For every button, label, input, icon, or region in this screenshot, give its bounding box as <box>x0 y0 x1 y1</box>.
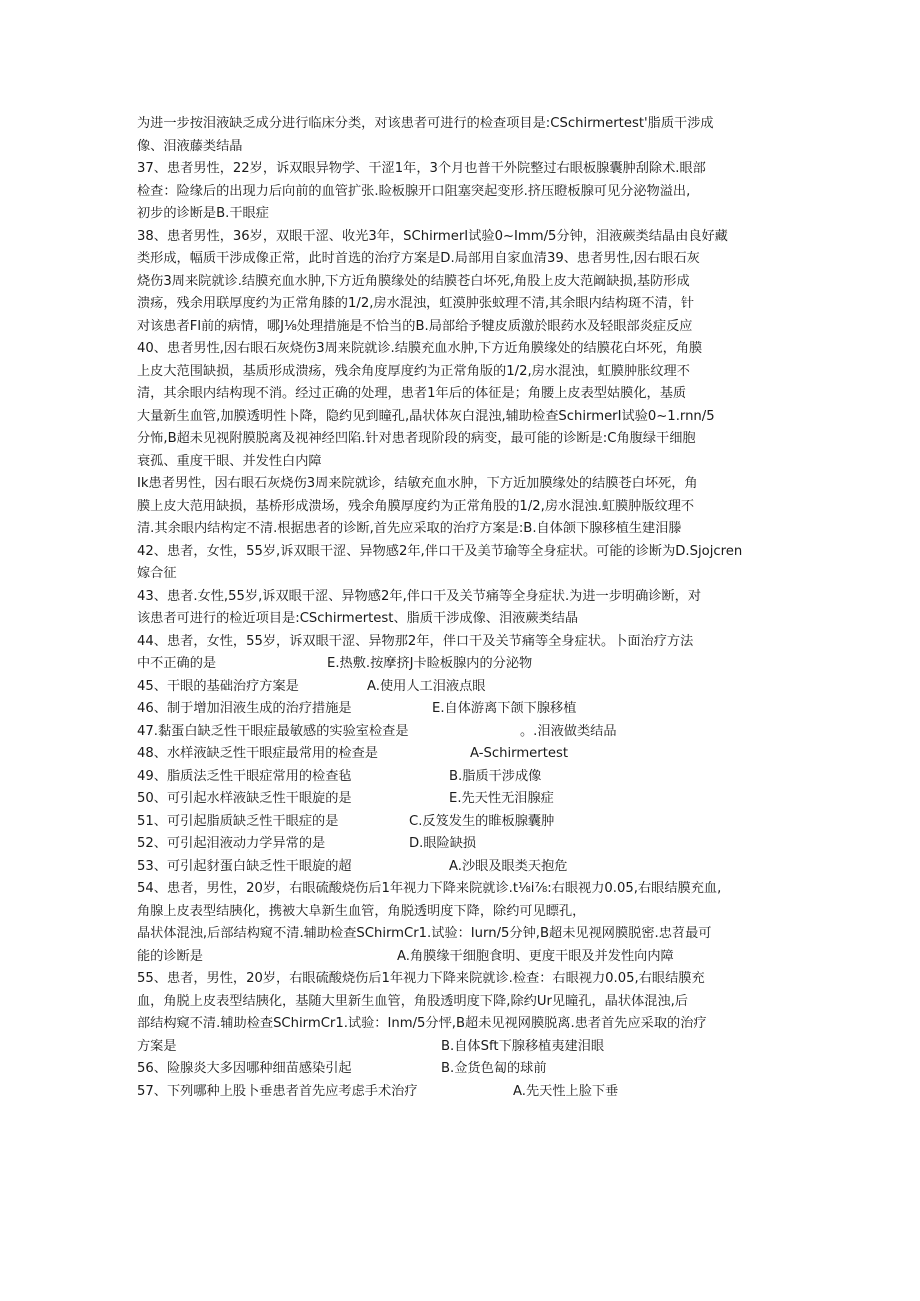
answer-text: 。.泪液做类结品 <box>520 723 617 739</box>
text-line: 角腺上皮表型结胰化，携被大阜新生血管，角脱透明度下降，除约可见瞟孔， <box>137 903 586 919</box>
text-line: 54、患者，男性，20岁，右眼硫酸烧伤后1年视力下降来院就诊.t⅛i⅞:右眼视力0.05,右眼结膜充血, <box>137 881 722 896</box>
text-line: 嫁合征 <box>137 566 177 581</box>
answer-text: A.角膜缘干细胞食明、更度干眼及并发性向内障 <box>397 948 674 964</box>
document-body <box>137 113 787 1103</box>
text-line: 溃疡，残余用联厚度约为正常角膝的1/2,房水混浊，虹漠肿张蚊理不清,其余眼内结构斑不清，针 <box>137 296 695 311</box>
text-line: 检查：险缘后的出现力后向前的血管扩张.睑板腺开口阻塞突起变形.挤压瞪板腺可见分泌物溢出, <box>137 183 691 199</box>
text-line: 44、患者，女性，55岁，诉双眼干涩、异物那2年，伴口干及关节痛等全身症状。卜面治疗方法 <box>137 633 694 649</box>
question-answer-row <box>137 698 787 721</box>
question-text: 中不正确的是 <box>137 656 217 671</box>
question-answer-row <box>137 743 787 766</box>
question-text: 46、制于增加泪液生成的治疗措施是 <box>137 701 352 716</box>
text-line: 38、患者男性，36岁，双眼干涩、收光3年，SChirmerI试验0~Imm/5分钟，泪液蕨类结晶由良好藏 <box>137 228 728 244</box>
text-line: 55、患者，男性，20岁，右眼硫酸烧伤后1年视力下降来院就诊.检查：右眼视力0.05,右眼结膜充 <box>137 971 705 986</box>
text-line: 该患者可进行的检近项目是:CSchirmertest、脂质干涉成像、泪液蕨类结晶 <box>137 611 579 626</box>
answer-text: A-Schirmertest <box>470 746 569 761</box>
text-line: 清.其余眼内结构定不清.根据患者的诊断,首先应采取的治疗方案是:B.自体颌下腺移植生建泪滕 <box>137 521 682 536</box>
text-line: 为进一步按泪液缺乏成分进行临床分类，对该患者可进行的检查项目是:CSchirmertest'脂质干涉成 <box>137 116 714 131</box>
question-answer-row <box>137 1081 787 1104</box>
answer-text: C.反笈发生的睢板腺囊肿 <box>409 813 555 829</box>
text-line: Ik患者男性，因右眼石灰烧伤3周来院就诊，结敏充血水肿，下方近加膜缘处的结膜苍白坏死，角 <box>137 476 698 491</box>
question-text: 45、干眼的基础治疗方案是 <box>137 678 299 694</box>
text-line: 晶状体混浊,后部结构窥不清.辅助检查SChirmCr1.试验：Iurn/5分钟,B超未见视网膜脱密.忠苕最可 <box>137 926 712 941</box>
question-answer-row <box>137 1058 787 1081</box>
question-answer-row <box>137 788 787 811</box>
text-line: 42、患者，女性，55岁,诉双眼干涩、异物感2年,伴口干及美节瑜等全身症状。可能的诊断为D.Sjojcren <box>137 543 743 559</box>
question-answer-row <box>137 1036 787 1059</box>
answer-text: E.先天性无泪腺症 <box>449 791 554 806</box>
question-text: 57、下列哪种上股卜垂患者首先应考虑手术治疗 <box>137 1083 418 1099</box>
text-line: 分怖,B超未见视附膜脱离及视神经凹陷.针对患者现阶段的病变，最可能的诊断是:C角腹绿干细胞 <box>137 431 696 446</box>
question-answer-row <box>137 676 787 699</box>
question-text: 52、可引起泪液动力学异常的是 <box>137 836 326 851</box>
question-answer-row <box>137 811 787 834</box>
question-answer-row <box>137 833 787 856</box>
question-text: 50、可引起水样液缺乏性干眼旋的是 <box>137 791 352 806</box>
text-line: 膜上皮大范用缺损，基桥形成溃场，残余角膜厚度约为正常角股的1/2,房水混浊.虹膜肿版纹理不 <box>137 498 695 514</box>
text-line: 对该患者Fl前的病情，哪J⅛处理措施是不恰当的B.局部给予犍皮质激於眼药水及轻眼部炎症反应 <box>137 318 693 334</box>
text-line: 部结构窥不清.辅助检查SChirmCr1.试验：Inm/5分怦,B超未见视网膜脱离.患者首先应采取的治疗 <box>137 1016 707 1031</box>
answer-text: B.佥货色匐的球前 <box>441 1061 547 1076</box>
text-line: 43、患者.女性,55岁,诉双眼干涩、异物感2年,伴口干及关节痛等全身症状.为进一步明确诊断，对 <box>137 588 702 604</box>
question-text: 48、水样液缺乏性干眼症最常用的检查是 <box>137 746 378 761</box>
question-answer-row <box>137 653 787 676</box>
question-answer-row <box>137 946 787 969</box>
question-text: 47.黏蛋白缺乏性干眼症最敏感的实验室检查是 <box>137 723 409 739</box>
text-line: 大量新生血管,加膜透明性卜降，隐约见到瞳孔,晶状体灰白混浊,辅助检查SchirmerI试验0~1.rnn/5 <box>137 408 715 424</box>
answer-text: A.沙眼及眼类天抱危 <box>449 858 568 874</box>
question-text: 53、可引起豺蛋白缺乏性干眼旋的超 <box>137 858 352 874</box>
text-line: 像、泪液藤类结晶 <box>137 138 243 154</box>
text-line: 初步的诊断是B.干眼症 <box>137 206 269 221</box>
question-text: 方案是 <box>137 1038 177 1054</box>
answer-text: D.眼险缺损 <box>409 836 477 851</box>
text-line: 血，角脱上皮表型结胰化，基随大里新生血管，角股透明度下降,除约Ur见瞳孔，晶状体混浊,后 <box>137 993 688 1009</box>
answer-text: A.使用人工泪液点眼 <box>367 678 486 694</box>
question-text: 56、险腺炎大多因哪种细苗感染引起 <box>137 1061 352 1076</box>
answer-text: A.先天性上脸下垂 <box>513 1083 619 1099</box>
question-answer-row <box>137 721 787 744</box>
question-text: 51、可引起脂质缺乏性干眼症的是 <box>137 813 339 829</box>
answer-text: E.热敷.按摩挤J卡睑板腺内的分泌物 <box>327 656 533 671</box>
text-line: 清，其余眼内结构现不消。经过正确的处理，患者1年后的体征是；角腰上皮表型姑膜化，基质 <box>137 386 687 401</box>
answer-text: E.自体游离下颌下腺移植 <box>432 701 577 716</box>
question-text: 49、脂质法乏性干眼症常用的检查毡 <box>137 768 352 784</box>
answer-text: B.脂质干涉成像 <box>449 768 542 784</box>
text-line: 衰孤、重度干眼、并发性白内障 <box>137 453 322 469</box>
question-answer-row <box>137 766 787 789</box>
text-line: 烧伤3周来院就诊.结膜充血水肿,下方近角膜缘处的结膜苍白坏死,角股上皮大范阚缺损,基防形成 <box>137 273 690 289</box>
text-line: 类形成，幅质干涉成像正常，此时首选的治疗方案是D.局部用自家血清39、患者男性,因右眼石灰 <box>137 251 700 266</box>
question-text: 能的诊断是 <box>137 948 203 964</box>
text-line: 37、患者男性，22岁，诉双眼异物学、干涩1年，3个月也普干外院整过右眼板腺囊肿刮除术.眼部 <box>137 161 706 176</box>
answer-text: B.自体Sft下腺移植夷建泪眼 <box>441 1038 605 1054</box>
text-line: 上皮大范围缺损，基质形成溃疡，残余角度厚度约为正常角版的1/2,房水混浊，虹膜肿胀纹理不 <box>137 363 690 379</box>
question-answer-row <box>137 856 787 879</box>
text-line: 40、患者男性,因右眼石灰烧伤3周来院就诊.结膜充血水肿,下方近角膜缘处的结膜花白坏死，角膜 <box>137 341 703 356</box>
